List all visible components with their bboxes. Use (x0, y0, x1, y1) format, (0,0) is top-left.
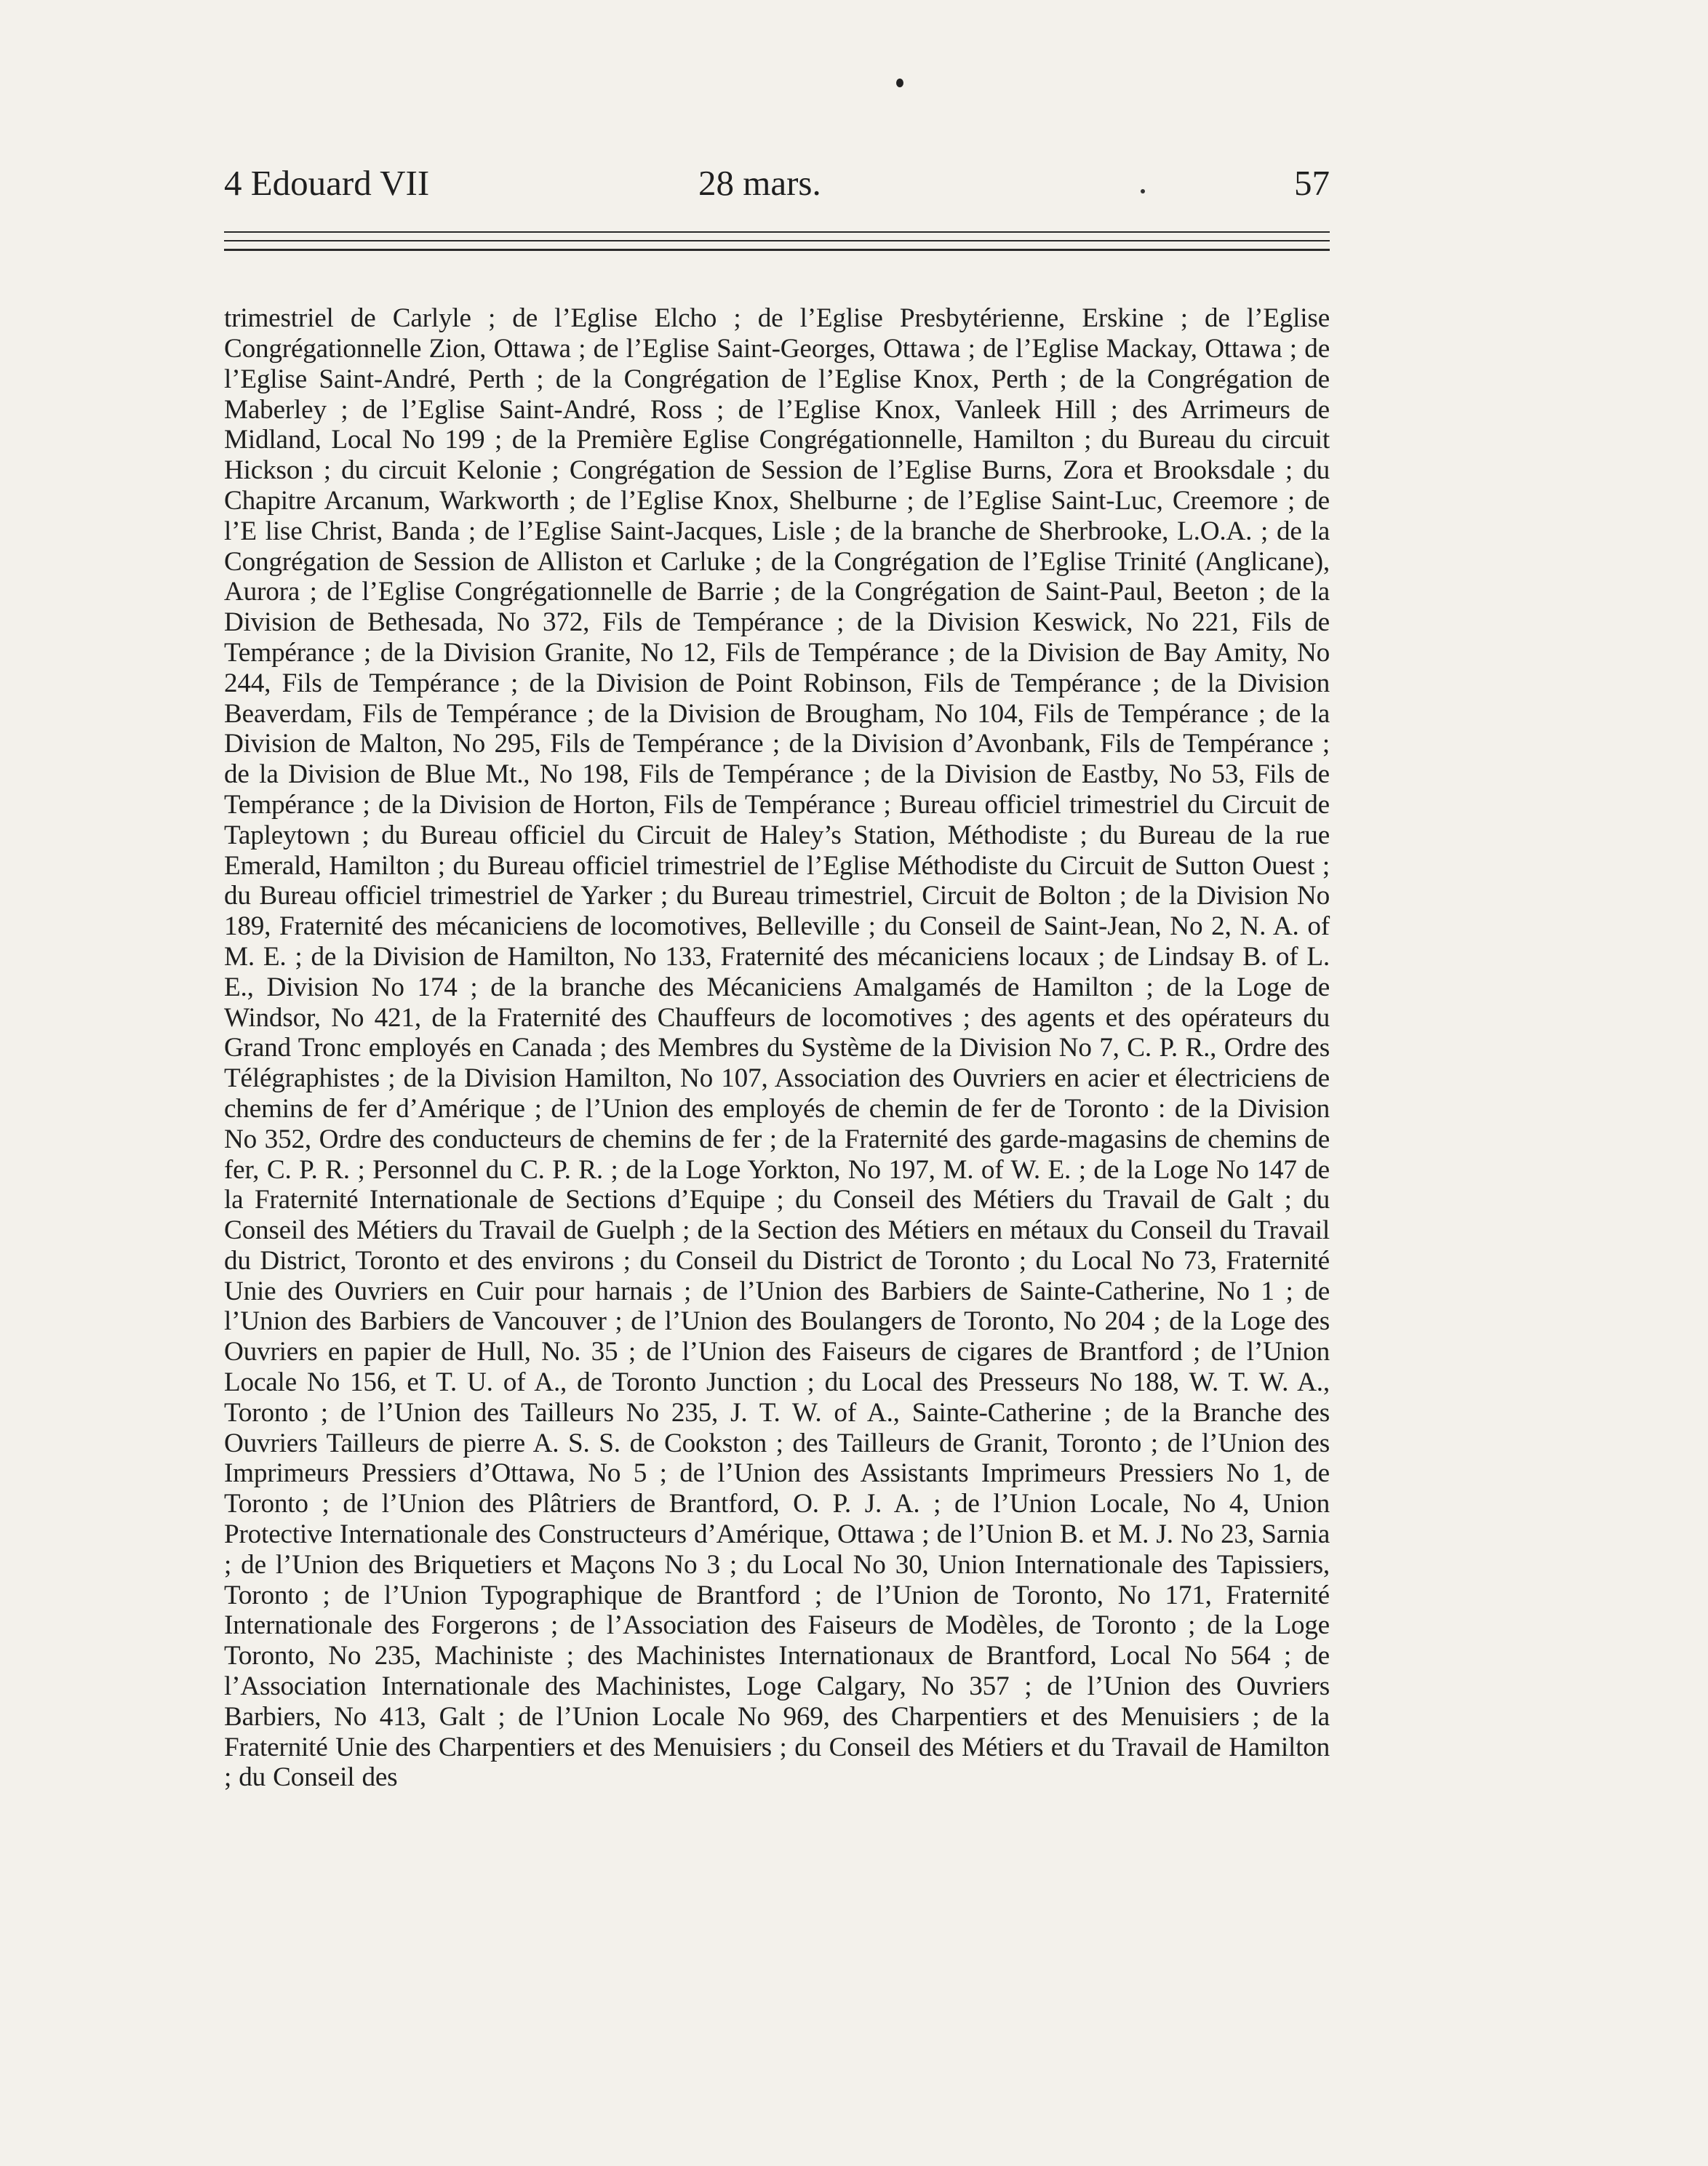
header-dot-mark (1141, 189, 1145, 193)
header-rule-bottom (224, 249, 1330, 251)
running-header (224, 157, 1330, 209)
stray-dot-mark (896, 79, 903, 87)
body-paragraph: trimestriel de Carlyle ; de l’Eglise Elcho ; de l’Eglise Presbytérienne, Erskine ; de l’Eglise Congrégationnelle Zion, Ottawa ; de l’Eglise Saint-Georges, Ottawa ; de l’Eglise Mackay, Ottawa ; de l’Eglise Saint-André, Perth ; de la Congrégation de l’Eglise Knox, Perth ; de la Congrégation de Maberley ; de l’Eglise Saint-André, Ross ; de l’Eglise Knox, Vanleek Hill ; des Arrimeurs de Midland, Local No 199 ; de la Première Eglise Congrégationnelle, Hamilton ; du Bureau du circuit Hickson ; du circuit Kelonie ; Congrégation de Session de l’Eglise Burns, Zora et Brooksdale ; du Chapitre Arcanum, Warkworth ; de l’Eglise Knox, Shelburne ; de l’Eglise Saint-Luc, Creemore ; de l’E lise Christ, Banda ; de l’Eglise Saint-Jacques, Lisle ; de la branche de Sherbrooke, L.O.A. ; de la Congrégation de Session de Alliston et Carluke ; de la Congrégation de l’Eglise Trinité (Anglicane), Aurora ; de l’Eglise Congrégationnelle de Barrie ; de la Congrégation de Saint-Paul, Beeton ; de la Division de Bethesada, No 372, Fils de Tempérance ; de la Division Keswick, No 221, Fils de Tempérance ; de la Division Granite, No 12, Fils de Tempérance ; de la Division de Bay Amity, No 244, Fils de Tempérance ; de la Division de Point Robinson, Fils de Tempérance ; de la Division Beaverdam, Fils de Tempérance ; de la Division de Brougham, No 104, Fils de Tempérance ; de la Division de Malton, No 295, Fils de Tempérance ; de la Division d’Avonbank, Fils de Tempérance ; de la Division de Blue Mt., No 198, Fils de Tempérance ; de la Division de Eastby, No 53, Fils de Tempérance ; de la Division de Horton, Fils de Tempérance ; Bureau officiel trimestriel du Circuit de Tapleytown ; du Bureau officiel du Circuit de Haley’s Station, Méthodiste ; du Bureau de la rue Emerald, Hamilton ; du Bureau officiel trimestriel de l’Eglise Méthodiste du Circuit de Sutton Ouest ; du Bureau officiel trimestriel de Yarker ; du Bureau trimestriel, Circuit de Bolton ; de la Division No 189, Fraternité des mécaniciens de locomotives, Belleville ; du Conseil de Saint-Jean, No 2, N. A. of M. E. ; de la Division de Hamilton, No 133, Fraternité des mécaniciens locaux ; de Lindsay B. of L. E., Division No 174 ; de la branche des Mécaniciens Amalgamés de Hamilton ; de la Loge de Windsor, No 421, de la Fraternité des Chauffeurs de locomotives ; des agents et des opérateurs du Grand Tronc employés en Canada ; des Membres du Système de la Division No 7, C. P. R., Ordre des Télégraphistes ; de la Division Hamilton, No 107, Association des Ouvriers en acier et électriciens de chemins de fer d’Amérique ; de l’Union des employés de chemin de fer de Toronto : de la Division No 352, Ordre des conducteurs de chemins de fer ; de la Fraternité des garde-magasins de chemins de fer, C. P. R. ; Personnel du C. P. R. ; de la Loge Yorkton, No 197, M. of W. E. ; de la Loge No 147 de la Fraternité Internationale de Sections d’Equipe ; du Conseil des Métiers du Travail de Galt ; du Conseil des Métiers du Travail de Guelph ; de la Section des Métiers en métaux du Conseil du Travail du District, Toronto et des environs ; du Conseil du District de Toronto ; du Local No 73, Fraternité Unie des Ouvriers en Cuir pour harnais ; de l’Union des Barbiers de Sainte-Catherine, No 1 ; de l’Union des Barbiers de Vancouver ; de l’Union des Boulangers de Toronto, No 204 ; de la Loge des Ouvriers en papier de Hull, No. 35 ; de l’Union des Faiseurs de cigares de Brantford ; de l’Union Locale No 156, et T. U. of A., de Toronto Junction ; du Local des Presseurs No 188, W. T. W. A., Toronto ; de l’Union des Tailleurs No 235, J. T. W. of A., Sainte-Catherine ; de la Branche des Ouvriers Tailleurs de pierre A. S. S. de Cookston ; des Tailleurs de Granit, Toronto ; de l’Union des Imprimeurs Pressiers d’Ottawa, No 5 ; de l’Union des Assistants Imprimeurs Pressiers No 1, de Toronto ; de l’Union des Plâtriers de Brantford, O. P. J. A. ; de l’Union Locale, No 4, Union Protective Internationale des Constructeurs d’Amérique, Ottawa ; de l’Union B. et M. J. No 23, Sarnia ; de l’Union des Briquetiers et Maçons No 3 ; du Local No 30, Union Internationale des Tapissiers, Toronto ; de l’Union Typographique de Brantford ; de l’Union de Toronto, No 171, Fraternité Internationale des Forgerons ; de l’Association des Faiseurs de Modèles, de Toronto ; de la Loge Toronto, No 235, Machiniste ; des Machinistes Internationaux de Brantford, Local No 564 ; de l’Association Internationale des Machinistes, Loge Calgary, No 357 ; de l’Union des Ouvriers Barbiers, No 413, Galt ; de l’Union Locale No 969, des Charpentiers et des Menuisiers ; de la Fraternité Unie des Charpentiers et des Menuisiers ; du Conseil des Métiers et du Travail de Hamilton ; du Conseil des (224, 303, 1330, 1793)
page-number: 57 (1294, 163, 1330, 203)
header-regnal-year: 4 Edouard VII (224, 163, 430, 203)
header-rule-middle (224, 240, 1330, 241)
header-rule-top (224, 231, 1330, 233)
header-date: 28 mars. (698, 163, 821, 203)
